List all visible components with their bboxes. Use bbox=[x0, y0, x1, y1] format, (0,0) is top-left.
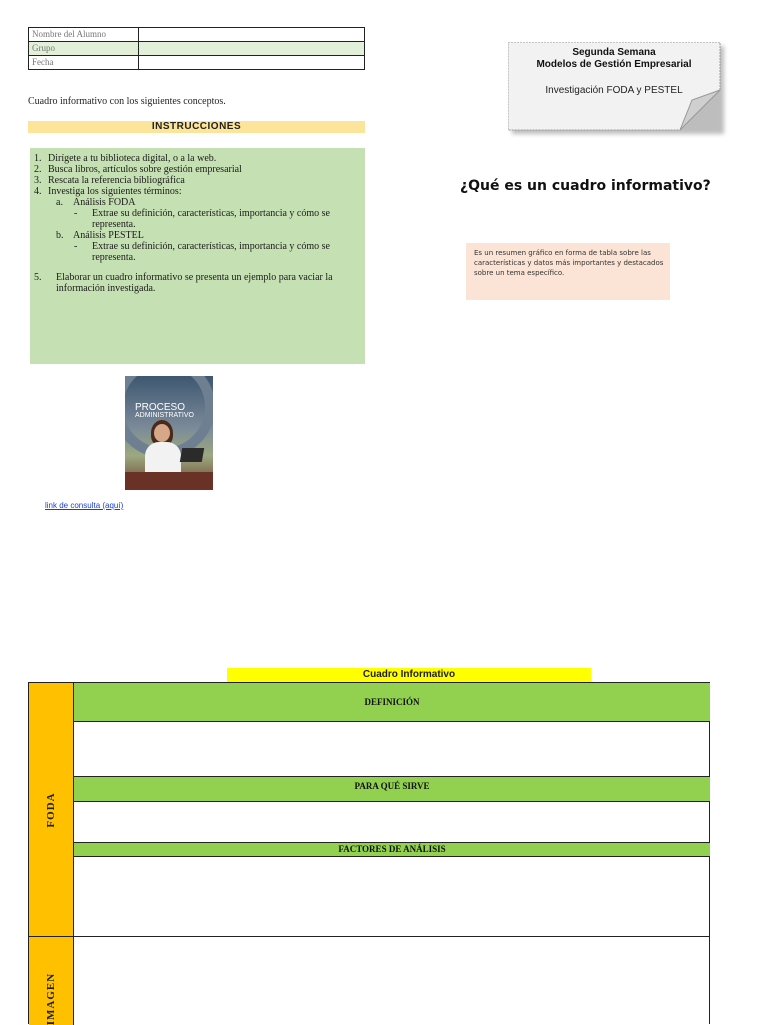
instructions-title: INSTRUCCIONES bbox=[28, 121, 365, 133]
factores-header: FACTORES DE ANÁLISIS bbox=[74, 843, 710, 857]
card-topic: Investigación FODA y PESTEL bbox=[545, 85, 683, 96]
list-item: 2. Busca libros, artículos sobre gestión empresarial bbox=[34, 164, 242, 175]
definicion-header: DEFINICIÓN bbox=[74, 683, 710, 722]
student-name-cell[interactable] bbox=[139, 28, 365, 42]
student-name-label: Nombre del Alumno bbox=[29, 28, 139, 42]
instructions-box bbox=[30, 148, 365, 364]
cuadro-table bbox=[28, 682, 710, 1024]
group-label: Grupo bbox=[29, 42, 139, 56]
imagen-side-label: IMAGEN bbox=[29, 937, 74, 1025]
group-cell[interactable] bbox=[139, 42, 365, 56]
date-cell[interactable] bbox=[139, 56, 365, 70]
date-label: Fecha bbox=[29, 56, 139, 70]
list-item: b. Análisis PESTEL bbox=[56, 230, 144, 241]
list-item: - Extrae su definición, características, importancia y cómo se representa. bbox=[74, 208, 330, 230]
card-course: Modelos de Gestión Empresarial bbox=[536, 59, 692, 70]
instructions-list bbox=[34, 153, 359, 294]
card-heading bbox=[508, 47, 720, 71]
list-item: 4. Investiga los siguientes términos: bbox=[34, 186, 182, 197]
factores-cell[interactable] bbox=[74, 857, 710, 937]
list-item: 5. Elaborar un cuadro informativo se presenta un ejemplo para vaciar la información investigada. bbox=[34, 272, 333, 294]
intro-text: Cuadro informativo con los siguientes conceptos. bbox=[28, 96, 226, 107]
list-item: - Extrae su definición, características, importancia y cómo se representa. bbox=[74, 241, 330, 263]
para-que-sirve-header: PARA QUÉ SIRVE bbox=[74, 777, 710, 802]
definition-text: Es un resumen gráfico en forma de tabla sobre las características y datos más importantes y destacados sobre un tema específico. bbox=[474, 249, 664, 277]
cuadro-title: Cuadro Informativo bbox=[227, 668, 591, 682]
card-week: Segunda Semana bbox=[572, 47, 656, 58]
list-item: 3. Rescata la referencia bibliográfica bbox=[34, 175, 185, 186]
book-subtitle: ADMINISTRATIVO bbox=[135, 412, 194, 419]
student-info-table bbox=[28, 27, 365, 70]
foda-side-label: FODA bbox=[29, 683, 74, 937]
week-note-card bbox=[508, 42, 728, 134]
list-item: 1. Dirígete a tu biblioteca digital, o a la web. bbox=[34, 153, 217, 164]
para-que-sirve-cell[interactable] bbox=[74, 802, 710, 843]
reference-link[interactable]: link de consulta (aquí) bbox=[45, 501, 124, 510]
definicion-cell[interactable] bbox=[74, 722, 710, 777]
question-heading: ¿Qué es un cuadro informativo? bbox=[460, 178, 711, 194]
book-cover-image[interactable] bbox=[125, 376, 213, 490]
definition-box bbox=[466, 243, 670, 300]
list-item: a. Análisis FODA bbox=[56, 197, 136, 208]
book-title: PROCESO bbox=[135, 402, 186, 413]
imagen-cell[interactable] bbox=[74, 937, 710, 1025]
